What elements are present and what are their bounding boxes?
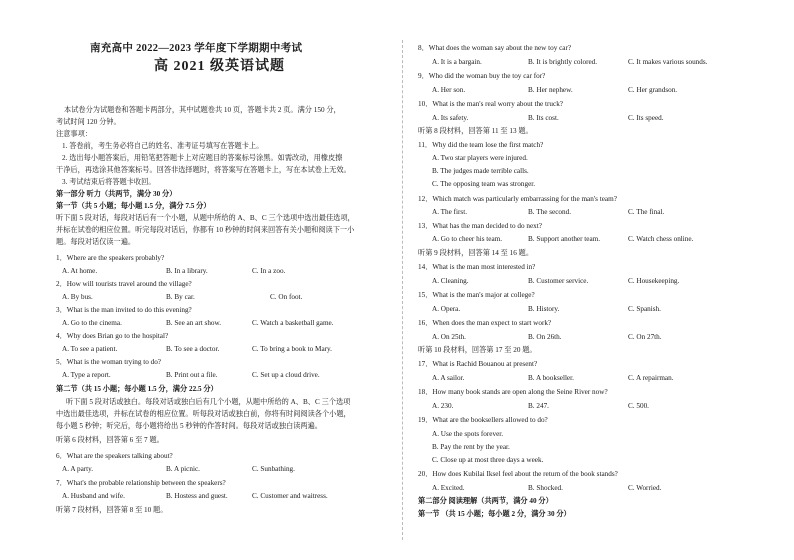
option-b: B. By car.	[166, 293, 195, 301]
option-a: A. Two star players were injured.	[432, 154, 528, 162]
option-a: A. Go to cheer his team.	[432, 235, 503, 243]
question-stem: 18．How many book stands are open along the Seine River now?	[418, 388, 608, 396]
option-a: A. Cleaning.	[432, 277, 469, 285]
option-b: B. To see a doctor.	[166, 345, 220, 353]
material-instruction: 听第 10 段材料，回答第 17 至 20 题。	[418, 346, 537, 354]
option-b: B. Its cost.	[528, 114, 559, 122]
option-b: B. On 26th.	[528, 333, 562, 341]
option-a: A. A sailor.	[432, 374, 465, 382]
option-b: B. Shocked.	[528, 484, 563, 492]
question-stem: 14．What is the man most interested in?	[418, 263, 536, 271]
option-c: C. Watch chess online.	[628, 235, 694, 243]
material-instruction: 听第 6 段材料，回答第 6 至 7 题。	[56, 436, 164, 444]
exam-subtitle: 高 2021 级英语试题	[154, 59, 285, 74]
question-stem: 12．Which match was particularly embarrassing for the man's team?	[418, 195, 617, 203]
question-stem: 3．What is the man invited to do this evening?	[56, 306, 192, 314]
option-a: A. On 25th.	[432, 333, 466, 341]
option-c: C. Spanish.	[628, 305, 661, 313]
option-b: B. The judges made terrible calls.	[432, 167, 529, 175]
option-c: C. Set up a cloud drive.	[252, 371, 320, 379]
option-a: A. It is a bargain.	[432, 58, 482, 66]
exam-title: 南充高中 2022—2023 学年度下学期期中考试	[90, 43, 303, 54]
question-stem: 7．What's the probable relationship between the speakers?	[56, 479, 226, 487]
question-stem: 5．What is the woman trying to do?	[56, 358, 161, 366]
directions-line: 听下面 5 段对话，每段对话后有一个小题，从题中所给的 A、B、C 三个选项中选出最佳选项，	[56, 214, 355, 222]
option-b: B. A picnic.	[166, 465, 200, 473]
option-a: A. At home.	[62, 267, 98, 275]
option-b: B. Hostess and guest.	[166, 492, 228, 500]
question-stem: 10．What is the man's real worry about the truck?	[418, 100, 563, 108]
directions-line: 听下面 5 段对话或独白。每段对话或独白后有几个小题，从题中所给的 A、B、C 三个选项	[66, 398, 351, 406]
option-b: B. The second.	[528, 208, 571, 216]
option-a: A. 230.	[432, 402, 454, 410]
option-c: C. Her grandson.	[628, 86, 678, 94]
question-stem: 15．What is the man's major at college?	[418, 291, 535, 299]
intro-line: 考试时间 120 分钟。	[56, 118, 121, 126]
directions-line: 并标在试卷的相应位置。听完每段对话后，你都有 10 秒钟的时间来回答有关小题和阅读下一小	[56, 226, 355, 234]
option-a: A. Excited.	[432, 484, 465, 492]
option-a: A. The first.	[432, 208, 468, 216]
part2-section1-heading: 第一节 （共 15 小题；每小题 2 分，满分 30 分）	[418, 510, 571, 518]
note-item: 3. 考试结束后将答题卡收回。	[62, 178, 156, 186]
option-b: B. Print out a file.	[166, 371, 218, 379]
option-b: B. History.	[528, 305, 560, 313]
part1-heading: 第一部分 听力（共两节，满分 30 分）	[56, 190, 177, 198]
option-a: A. Type a report.	[62, 371, 111, 379]
option-a: A. Use the spots forever.	[432, 430, 504, 438]
material-instruction: 听第 7 段材料，回答第 8 至 10 题。	[56, 506, 168, 514]
option-c: C. The final.	[628, 208, 665, 216]
option-a: A. Her son.	[432, 86, 466, 94]
option-c: C. Watch a basketball game.	[252, 319, 334, 327]
question-stem: 16．When does the man expect to start work?	[418, 319, 552, 327]
option-a: A. By bus.	[62, 293, 93, 301]
question-stem: 4．Why does Brian go to the hospital?	[56, 332, 169, 340]
option-c: C. Close up at most three days a week.	[432, 456, 544, 464]
material-instruction: 听第 8 段材料，回答第 11 至 13 题。	[418, 127, 533, 135]
option-a: A. A party.	[62, 465, 94, 473]
part2-heading: 第二部分 阅读理解（共两节，满分 40 分）	[418, 497, 553, 505]
option-c: C. Customer and waitress.	[252, 492, 328, 500]
option-c: C. Sunbathing.	[252, 465, 295, 473]
section1-heading: 第一节（共 5 小题；每小题 1.5 分，满分 7.5 分）	[56, 202, 211, 210]
option-a: A. Its safety.	[432, 114, 469, 122]
question-stem: 2．How will tourists travel around the village?	[56, 280, 192, 288]
question-stem: 8．What does the woman say about the new toy car?	[418, 44, 572, 52]
note-item: 干净后，再选涂其他答案标号。回答非选择题时，将答案写在答题卡上，写在本试卷上无效。	[56, 166, 351, 174]
option-b: B. See an art show.	[166, 319, 222, 327]
column-divider	[402, 40, 403, 540]
question-stem: 6．What are the speakers talking about?	[56, 452, 173, 460]
option-c: C. A repairman.	[628, 374, 674, 382]
option-c: C. To bring a book to Mary.	[252, 345, 332, 353]
material-instruction: 听第 9 段材料，回答第 14 至 16 题。	[418, 249, 534, 257]
option-c: C. 500.	[628, 402, 649, 410]
question-stem: 11．Why did the team lose the first match?	[418, 141, 544, 149]
question-stem: 13．What has the man decided to do next?	[418, 222, 542, 230]
option-c: C. On 27th.	[628, 333, 662, 341]
option-c: C. In a zoo.	[252, 267, 286, 275]
option-b: B. Her nephew.	[528, 86, 573, 94]
option-b: B. Pay the rent by the year.	[432, 443, 510, 451]
question-stem: 9．Who did the woman buy the toy car for?	[418, 72, 546, 80]
option-c: C. Its speed.	[628, 114, 664, 122]
note-item: 2. 选出每小题答案后，用铅笔把答题卡上对应题目的答案标号涂黑。如需改动，用橡皮擦	[62, 154, 343, 162]
directions-line: 题。每段对话仅读一遍。	[56, 238, 136, 246]
option-b: B. A bookseller.	[528, 374, 574, 382]
option-a: A. Husband and wife.	[62, 492, 125, 500]
option-b: B. 247.	[528, 402, 549, 410]
directions-line: 中选出最佳选项，并标在试卷的相应位置。听每段对话或独白前，你将有时间阅读各个小题，	[56, 410, 351, 418]
option-a: A. Opera.	[432, 305, 461, 313]
option-b: B. It is brightly colored.	[528, 58, 598, 66]
option-b: B. In a library.	[166, 267, 208, 275]
option-b: B. Support another team.	[528, 235, 601, 243]
option-a: A. Go to the cinema.	[62, 319, 122, 327]
notes-heading: 注意事项：	[56, 130, 92, 138]
option-b: B. Customer service.	[528, 277, 589, 285]
option-c: C. It makes various sounds.	[628, 58, 708, 66]
option-c: C. Worried.	[628, 484, 662, 492]
option-c: C. The opposing team was stronger.	[432, 180, 536, 188]
section2-heading: 第二节（共 15 小题；每小题 1.5 分，满分 22.5 分）	[56, 385, 218, 393]
question-stem: 17．What is Rachid Bouanou at present?	[418, 360, 538, 368]
question-stem: 19．What are the booksellers allowed to do?	[418, 416, 548, 424]
option-a: A. To see a patient.	[62, 345, 118, 353]
question-stem: 20．How does Kubilai Iksel feel about the return of the book stands?	[418, 470, 618, 478]
question-stem: 1．Where are the speakers probably?	[56, 254, 165, 262]
option-c: C. On foot.	[270, 293, 303, 301]
intro-line: 本试卷分为试题卷和答题卡两部分，其中试题卷共 10 页，答题卡共 2 页。满分 150 分，	[64, 106, 341, 114]
directions-line: 每小题 5 秒钟；听完后，每小题将给出 5 秒钟的作答时间。每段对话或独白读两遍。	[56, 422, 322, 430]
option-c: C. Housekeeping.	[628, 277, 680, 285]
note-item: 1. 答卷前，考生务必将自己的姓名、准考证号填写在答题卡上。	[62, 142, 264, 150]
